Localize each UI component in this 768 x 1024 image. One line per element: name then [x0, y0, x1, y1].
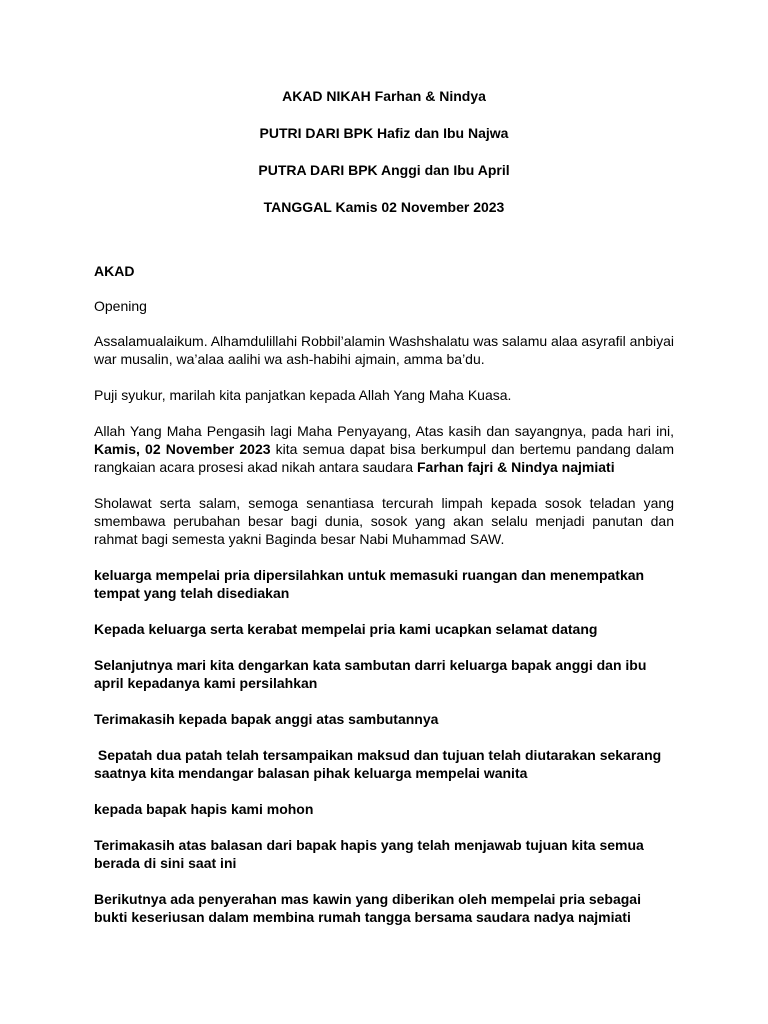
section-label-akad: AKAD	[94, 263, 135, 279]
paragraph-allah-names: Farhan fajri & Nindya najmiati	[416, 459, 615, 475]
paragraph-allah-text-1: Allah Yang Maha Pengasih lagi Maha Penyayang, Atas kasih dan sayangnya, pada hari ini,	[94, 423, 674, 439]
paragraph-allah	[94, 422, 674, 476]
bold-paragraph-8: Berikutnya ada penyerahan mas kawin yang diberikan oleh mempelai pria sebagai bukti keseriusan dalam membina rumah tangga bersama saudara nadya najmiati	[94, 891, 641, 925]
bride-parents-line: PUTRI DARI BPK Hafiz dan Ibu Najwa	[259, 125, 509, 141]
bold-paragraph-3: Selanjutnya mari kita dengarkan kata sambutan darri keluarga bapak anggi dan ibu april kepadanya kami persilahkan	[94, 657, 647, 691]
bold-paragraph-5: Sepatah dua patah telah tersampaikan maksud dan tujuan telah diutarakan sekarang saatnya kita mendangar balasan pihak keluarga mempelai wanita	[94, 747, 666, 781]
document-title: AKAD NIKAH Farhan & Nindya	[282, 88, 486, 104]
bold-paragraph-6: kepada bapak hapis kami mohon	[94, 801, 314, 817]
groom-parents-line: PUTRA DARI BPK Anggi dan Ibu April	[258, 162, 510, 178]
document-header	[94, 87, 674, 235]
paragraph-sholawat: Sholawat serta salam, semoga senantiasa tercurah limpah kepada sosok teladan yang smembawa perubahan besar bagi dunia, sosok yang akan selalu menjadi panutan dan rahmat bagi semesta yakni Baginda besar Nabi Muhammad SAW.	[94, 495, 674, 547]
paragraph-allah-date: Kamis, 02 November 2023	[94, 441, 271, 457]
paragraph-salam: Assalamualaikum. Alhamdulillahi Robbil’alamin Washshalatu was salamu alaa asyrafil anbiyai war musalin, wa’alaa aalihi wa ash-habihi ajmain, amma ba’du.	[94, 333, 674, 367]
document-body	[94, 262, 674, 944]
bold-paragraph-2: Kepada keluarga serta kerabat mempelai pria kami ucapkan selamat datang	[94, 621, 598, 637]
date-line: TANGGAL Kamis 02 November 2023	[263, 199, 505, 215]
opening-label: Opening	[94, 298, 147, 314]
bold-paragraph-7: Terimakasih atas balasan dari bapak hapis yang telah menjawab tujuan kita semua berada di sini saat ini	[94, 837, 644, 871]
bold-paragraph-4: Terimakasih kepada bapak anggi atas sambutannya	[94, 711, 439, 727]
paragraph-allah-text-2: kita semua dapat bisa berkumpul dan bertemu pandang dalam rangkaian acara prosesi akad nikah antara saudara	[94, 441, 675, 475]
bold-paragraph-1: keluarga mempelai pria dipersilahkan untuk memasuki ruangan dan menempatkan tempat yang telah disediakan	[94, 567, 645, 601]
paragraph-syukur: Puji syukur, marilah kita panjatkan kepada Allah Yang Maha Kuasa.	[94, 387, 512, 403]
